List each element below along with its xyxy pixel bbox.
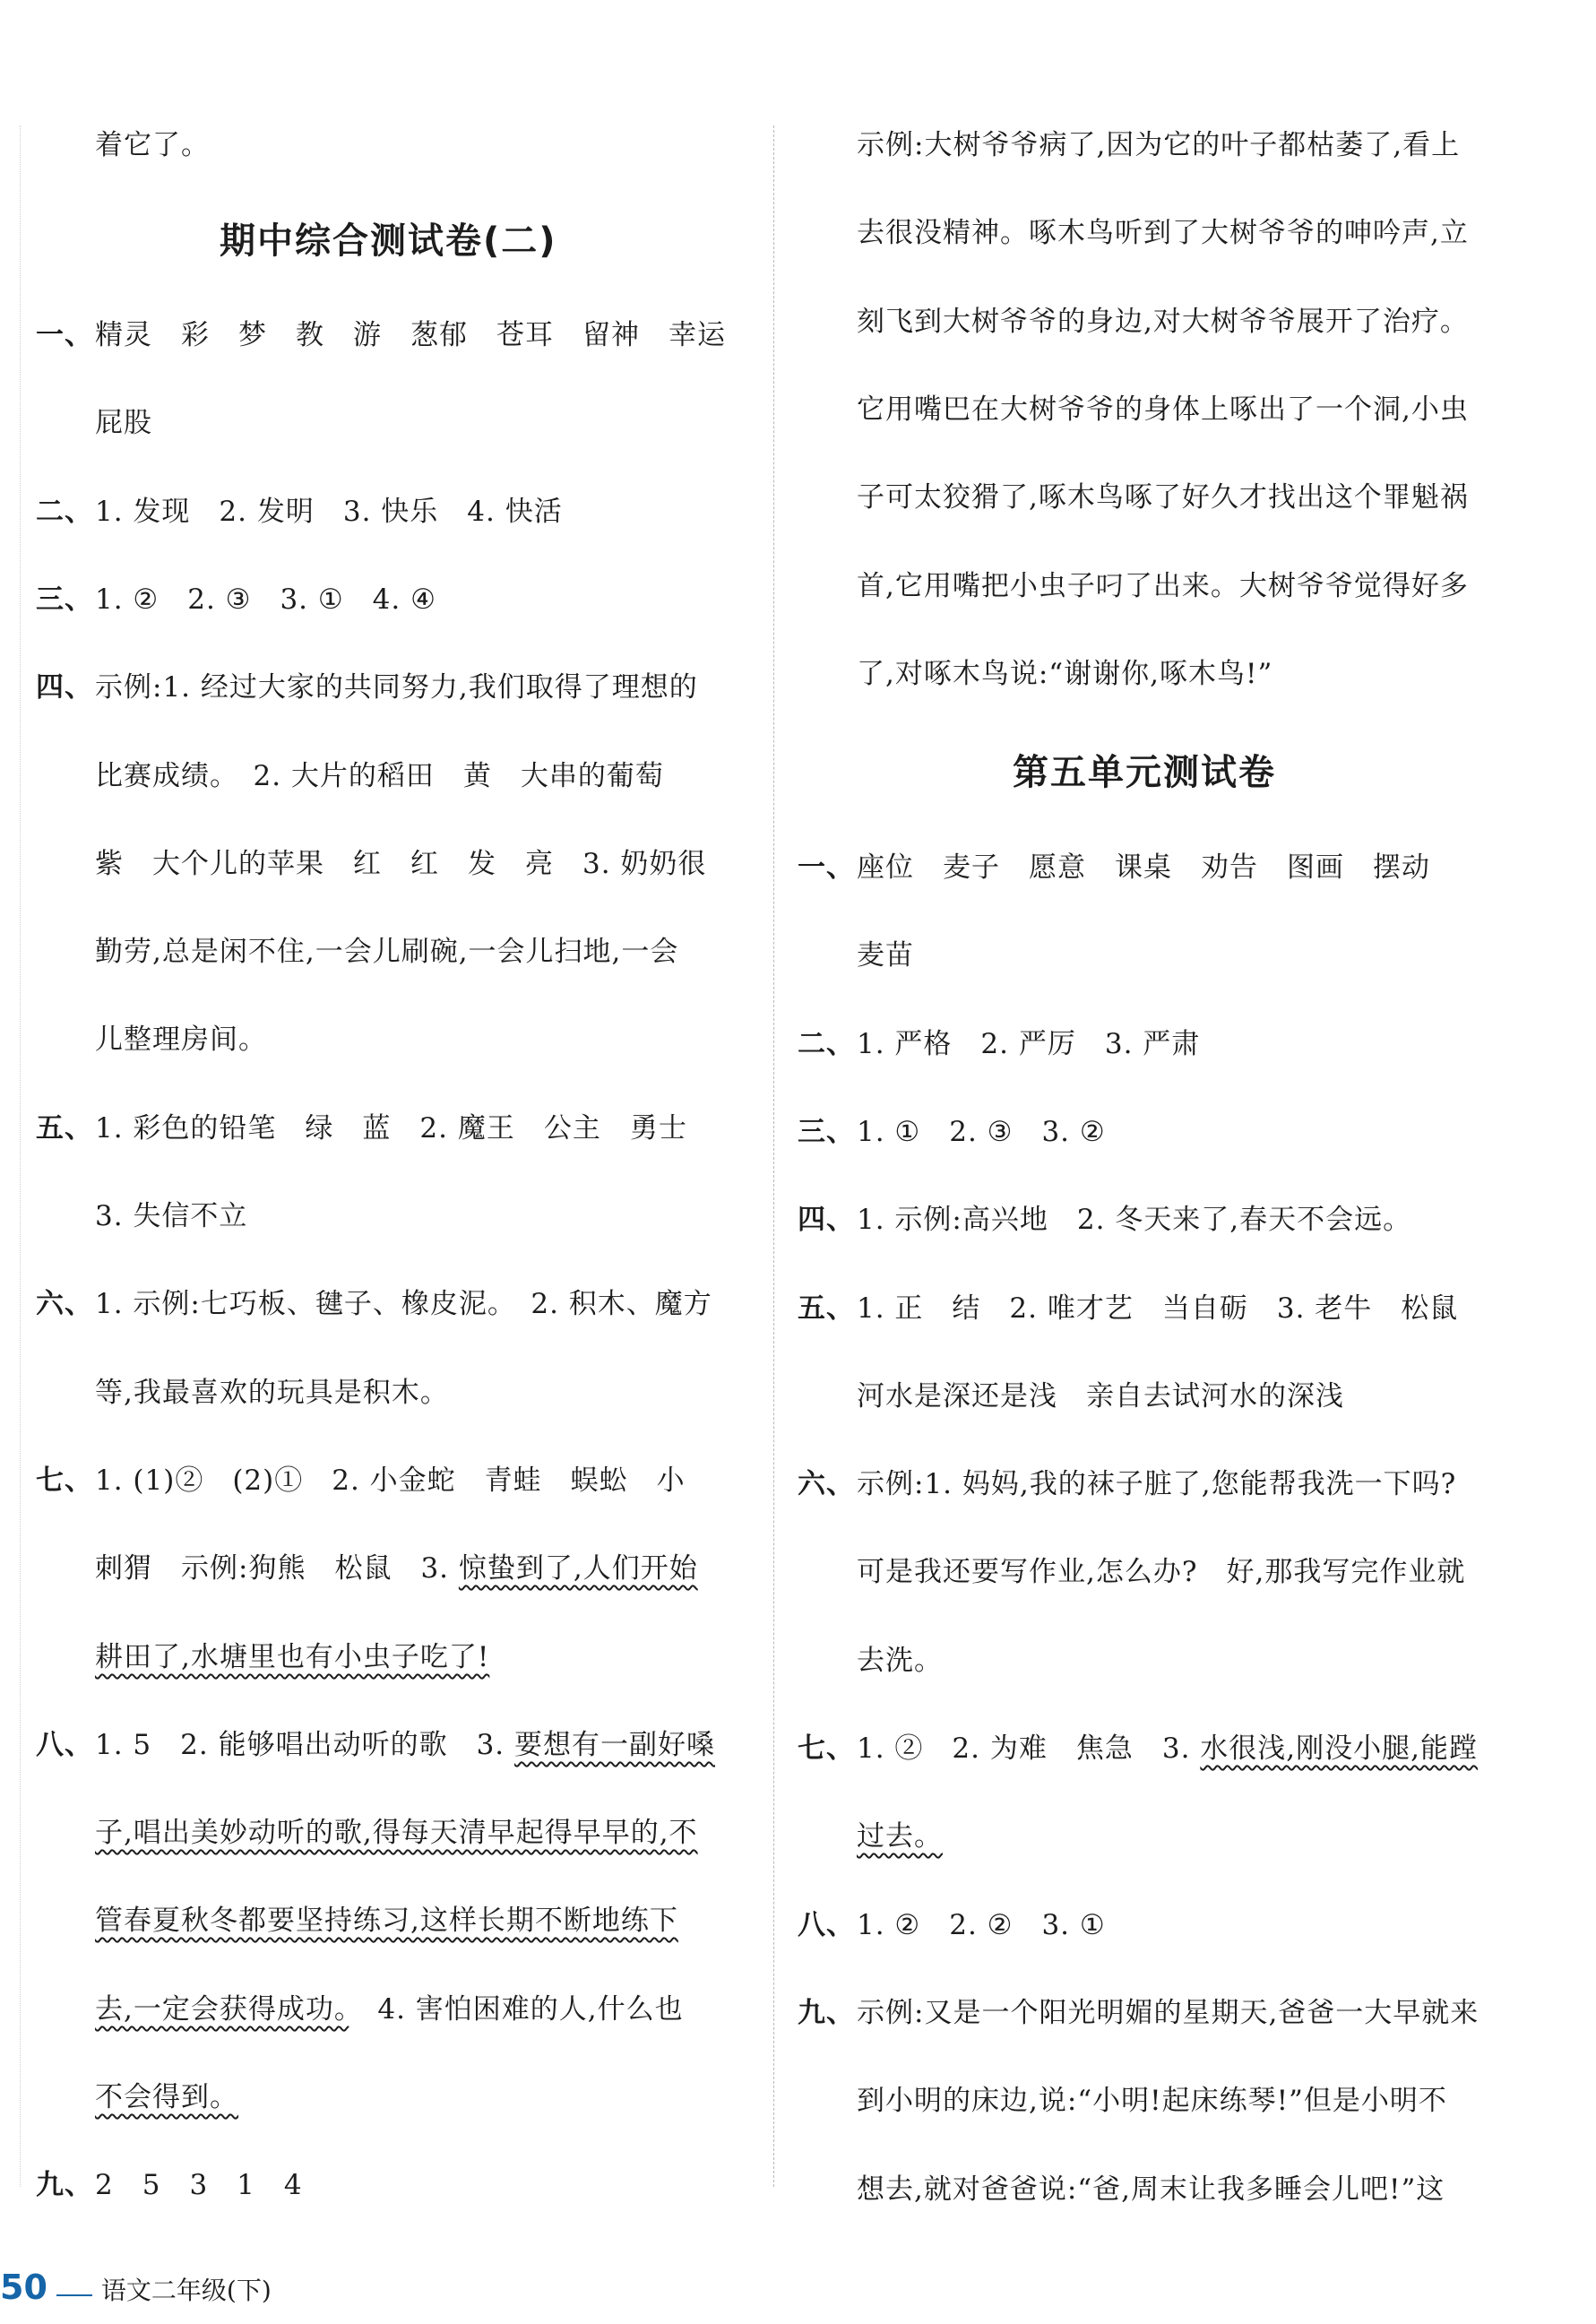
answer-line <box>95 934 678 970</box>
answer-text: 3. 失信不立 <box>95 1200 248 1232</box>
underlined-answer: 子,唱出美妙动听的歌,得每天清早起得早早的,不 <box>95 1817 698 1849</box>
answer-line <box>857 215 1469 251</box>
section-number: 一、 <box>36 319 93 351</box>
answer-text: 到小明的床边,说:“小明!起床练琴!”但是小明不 <box>857 2085 1447 2117</box>
answer-text: 河水是深还是浅 亲自去试河水的深浅 <box>857 1380 1344 1413</box>
answer-text: 1. ② 2. ② 3. ① <box>857 1909 1106 1941</box>
answer-text: 1. 彩色的铅笔 绿 蓝 2. 魔王 公主 勇士 <box>95 1112 687 1145</box>
continuation-line: 着它了。 <box>95 129 210 161</box>
answer-line <box>857 2083 1447 2119</box>
answer-line-numbered <box>36 1110 687 1146</box>
section-number: 七、 <box>36 1464 93 1497</box>
underlined-answer: 耕田了,水塘里也有小虫子吃了! <box>95 1641 490 1673</box>
answer-text: 2 5 3 1 4 <box>95 2169 303 2201</box>
answer-line <box>95 1903 678 1939</box>
answer-line-numbered <box>798 1114 1106 1150</box>
answer-line-numbered <box>36 670 698 705</box>
answer-text: 1. (1)② (2)① 2. 小金蛇 青蛙 蜈蚣 小 <box>95 1464 686 1497</box>
underlined-answer: 不会得到。 <box>95 2081 238 2113</box>
answer-line <box>857 2172 1445 2207</box>
answer-text: 1. 示例:七巧板、毽子、橡皮泥。 2. 积木、魔方 <box>95 1288 712 1320</box>
answer-line-numbered <box>36 494 563 530</box>
section-number: 四、 <box>798 1204 855 1236</box>
underlined-answer: 管春夏秋冬都要坚持练习,这样长期不断地练下 <box>95 1905 678 1937</box>
answer-text: 1. 5 2. 能够唱出动听的歌 3. <box>95 1729 515 1761</box>
answer-text: 刺猬 示例:狗熊 松鼠 3. <box>95 1552 459 1585</box>
answer-line-numbered <box>798 1291 1458 1326</box>
answer-text: 去洗。 <box>857 1645 943 1677</box>
page-number: 50 <box>0 2268 47 2307</box>
section-number: 六、 <box>798 1468 855 1500</box>
answer-text: 示例:大树爷爷病了,因为它的叶子都枯萎了,看上 <box>857 129 1461 161</box>
answer-text: 首,它用嘴把小虫子叼了出来。大树爷爷觉得好多 <box>857 570 1469 602</box>
section-number: 五、 <box>798 1292 855 1325</box>
answer-line <box>857 1819 943 1854</box>
column-divider <box>773 125 774 2187</box>
underlined-answer: 去,一定会获得成功。 <box>95 1993 349 2026</box>
underlined-answer: 过去。 <box>857 1820 943 1853</box>
answer-text: 儿整理房间。 <box>95 1024 267 1056</box>
section-number: 七、 <box>798 1732 855 1765</box>
section-number: 三、 <box>36 583 93 616</box>
answer-text: 勤劳,总是闲不住,一会儿刷碗,一会儿扫地,一会 <box>95 936 679 968</box>
underlined-answer: 要想有一副好嗓 <box>514 1729 716 1761</box>
answer-text: 1. 发现 2. 发明 3. 快乐 4. 快活 <box>95 496 563 528</box>
answer-line-numbered <box>36 317 726 353</box>
answer-line <box>95 1815 698 1851</box>
answer-line <box>95 1375 449 1411</box>
answer-line <box>95 405 152 441</box>
underlined-answer: 水很浅,刚没小腿,能蹚 <box>1200 1732 1479 1765</box>
section-number: 三、 <box>798 1116 855 1148</box>
answer-text: 1. ② 2. ③ 3. ① 4. ④ <box>95 583 436 616</box>
answer-line <box>95 1991 684 2027</box>
answer-text: 1. 正 结 2. 唯才艺 当自砺 3. 老牛 松鼠 <box>857 1292 1459 1325</box>
answer-text: 1. 严格 2. 严厉 3. 严肃 <box>857 1028 1201 1060</box>
answer-text: 了,对啄木鸟说:“谢谢你,啄木鸟!” <box>857 658 1273 690</box>
answer-line-numbered <box>798 850 1430 886</box>
section-title: 第五单元测试卷 <box>1013 752 1276 793</box>
answer-text: 示例:1. 妈妈,我的袜子脏了,您能帮我洗一下吗? <box>857 1468 1457 1500</box>
answer-text: 1. 示例:高兴地 2. 冬天来了,春天不会远。 <box>857 1204 1412 1236</box>
footer-dash <box>56 2294 92 2296</box>
answer-line <box>857 304 1469 340</box>
page-footer <box>0 2268 272 2307</box>
section-number: 八、 <box>798 1909 855 1941</box>
answer-text: 子可太狡猾了,啄木鸟啄了好久才找出这个罪魁祸 <box>857 481 1469 514</box>
answer-line <box>857 479 1469 515</box>
answer-line <box>95 846 706 882</box>
page-edge-line <box>20 125 21 2187</box>
section-title: 期中综合测试卷(二) <box>220 220 557 262</box>
section-number: 八、 <box>36 1729 93 1761</box>
answer-text: 1. ① 2. ③ 3. ② <box>857 1116 1106 1148</box>
answer-text: 紫 大个儿的苹果 红 红 发 亮 3. 奶奶很 <box>95 848 707 880</box>
answer-line-numbered <box>36 1463 686 1499</box>
answer-text: 4. 害怕困难的人,什么也 <box>349 1993 684 2026</box>
answer-line <box>95 1198 247 1234</box>
answer-line <box>857 1378 1344 1414</box>
answer-text: 可是我还要写作业,怎么办? 好,那我写完作业就 <box>857 1556 1466 1588</box>
answer-line <box>857 568 1469 604</box>
answer-line-numbered <box>36 582 436 618</box>
answer-line-numbered <box>798 1731 1478 1767</box>
answer-text: 示例:又是一个阳光明媚的星期天,爸爸一大早就来 <box>857 1997 1480 2029</box>
answer-line <box>95 758 664 794</box>
book-title: 语文二年级(下) <box>100 2276 272 2305</box>
answer-line <box>95 2079 238 2115</box>
answer-text: 屁股 <box>95 407 152 439</box>
answer-line <box>95 1022 267 1058</box>
answer-text: 麦苗 <box>857 939 914 972</box>
answer-line <box>857 127 1460 163</box>
answer-line-numbered <box>798 1466 1456 1502</box>
section-number: 四、 <box>36 671 93 704</box>
answer-line-numbered <box>798 1995 1479 2031</box>
section-number: 二、 <box>798 1028 855 1060</box>
answer-text: 比赛成绩。 2. 大片的稻田 黄 大串的葡萄 <box>95 760 664 792</box>
section-number: 九、 <box>36 2169 93 2201</box>
answer-line <box>857 1643 943 1679</box>
section-number: 九、 <box>798 1997 855 2029</box>
answer-text: 去很没精神。啄木鸟听到了大树爷爷的呻吟声,立 <box>857 217 1469 249</box>
answer-text: 座位 麦子 愿意 课桌 劝告 图画 摆动 <box>857 851 1430 884</box>
answer-text: 精灵 彩 梦 教 游 葱郁 苍耳 留神 幸运 <box>95 319 726 351</box>
answer-line <box>95 1639 489 1675</box>
answer-text: 刻飞到大树爷爷的身边,对大树爷爷展开了治疗。 <box>857 306 1469 338</box>
section-number: 一、 <box>798 851 855 884</box>
answer-line <box>857 1554 1465 1590</box>
section-number: 二、 <box>36 496 93 528</box>
answer-text: 1. ② 2. 为难 焦急 3. <box>857 1732 1201 1765</box>
answer-text: 等,我最喜欢的玩具是积木。 <box>95 1377 449 1409</box>
answer-line-numbered <box>36 1727 715 1763</box>
section-number: 五、 <box>36 1112 93 1145</box>
answer-line-numbered <box>798 1202 1411 1238</box>
answer-text: 它用嘴巴在大树爷爷的身体上啄出了一个洞,小虫 <box>857 393 1469 426</box>
answer-line <box>95 1551 698 1586</box>
answer-line <box>857 937 914 973</box>
answer-line-numbered <box>798 1026 1200 1062</box>
underlined-answer: 惊蛰到了,人们开始 <box>458 1552 698 1585</box>
section-number: 六、 <box>36 1288 93 1320</box>
answer-line <box>857 656 1272 692</box>
answer-line-numbered <box>36 2167 303 2203</box>
answer-line-numbered <box>798 1907 1106 1943</box>
answer-text: 想去,就对爸爸说:“爸,周末让我多睡会儿吧!”这 <box>857 2173 1445 2206</box>
answer-line <box>857 392 1469 428</box>
answer-text: 示例:1. 经过大家的共同努力,我们取得了理想的 <box>95 671 698 704</box>
answer-line-numbered <box>36 1286 712 1322</box>
